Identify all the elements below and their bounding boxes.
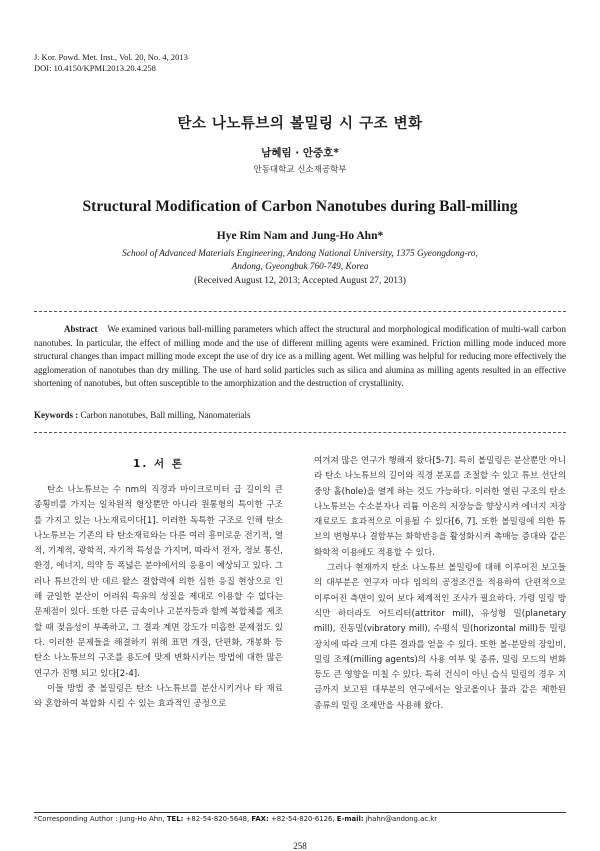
paragraph-2-start: 이들 방법 중 볼밀링은 탄소 나노튜브를 분산시키거나 타 재료와 혼합하여 복합화 시킬 수 있는 효과적인 공정으로 — [34, 683, 283, 710]
footnote-fax-label: FAX: — [251, 815, 269, 823]
paragraph-1: 탄소 나노튜브는 수 nm의 직경과 마이크로미터 급 길이의 큰 종횡비를 가지는 일차원적 형상뿐만 아니라 원통형의 특이한 구조를 가지고 있는 나노재료이다[1]. 이러한 독특한 구조로 인해 탄소 나노튜브는 기존의 타 탄소재료와는 다른 여러 흥미로운 전기적, 열적, 기계적, 광학적, 자기적 특성을 가지며, 따라서 전자, 정보 통신, 환경, 에너지, 의약 등 폭넓은 분야에서의 응용이 예상되고 있다. 그러나 튜브간의 반 데르 왈스 결합력에 의한 심한 응집 현상으로 인해 균일한 분산이 어려워 특유의 성질을 제대로 이용할 수 없다는 문제점이 있다. 또한 다른 금속이나 고분자등과 함께 복합체를 제조할 때 젖음성이 부족하고, 그 결과 계면 강도가 미흡한 문제점도 있다. 이러한 문제들을 해결하기 위해 표면 개질, 단편화, 개봉화 등 탄소 나노튜브의 구조를 용도에 맞게 변화시키는 방법에 대한 많은 연구가 진행 되고 있다[2-4]. — [34, 485, 283, 679]
affiliation-line-1: School of Advanced Materials Engineering, Andong National University, 1375 Gyeongdong-ro, — [122, 249, 478, 259]
footnote-prefix: *Corresponding Author : Jung-Ho Ahn, — [34, 815, 167, 823]
footnote-tel: +82-54-820-5648, — [183, 815, 252, 823]
divider-bottom — [34, 432, 566, 433]
journal-header — [34, 52, 188, 74]
korean-authors: 남혜림 · 안중호* — [261, 147, 339, 159]
abstract-block — [34, 323, 566, 391]
paragraph-3: 그러나 현재까지 탄소 나노튜브 볼밀링에 대해 이루어진 보고들의 대부분은 연구자 마다 임의의 공정조건을 적용하여 단편적으로 이루어진 측면이 있어 보다 체계적인 조사가 필요하다. 가령 밀링 방식만 하더라도 어트리터(attritor mill), 유성형 밀(planetary mill), 진동밀(vibratory mill), 수평식 밀(horizontal mill)등 밀링 장치에 따라 크게 다른 결과를 얻을 수 있다. 또한 볼-분말의 장입비, 밀링 조제(milling agents)의 사용 여부 및 종류, 밀링 모드의 변화 등도 큰 영향을 미칠 수 있다. 특히 건식이 아닌 습식 밀링의 경우 지금까지 보고된 대부분의 연구에서는 알코올이나 물과 같은 제한된 종류의 밀링 조제만을 사용해 왔다. — [314, 563, 566, 711]
journal-doi: DOI: 10.4150/KPMI.2013.20.4.258 — [34, 63, 156, 73]
section-heading: 1. 서 론 — [133, 458, 184, 470]
journal-citation: J. Kor. Powd. Met. Inst., Vol. 20, No. 4, 2013 — [34, 52, 188, 62]
keywords-text: Carbon nanotubes, Ball milling, Nanomaterials — [80, 410, 251, 420]
abstract-text: We examined various ball-milling parameters which affect the structural and morphological modification of multi-wall carbon nanotubes. In particular, the effect of milling mode and the use of different milling agents were examined. Friction milling mode induced more structural changes than impact milling mode except the use of dry ice as a milling agent. Wet milling was helpful for reducing more effectively the agglomeration of nanotubes than dry milling. The use of hard solid particles such as silica and alumina as milling agents resulted in an effective shortening of nanotubes, but often susceptible to the amorphization and the destruction of crystallinity. — [34, 324, 567, 388]
korean-title: 탄소 나노튜브의 볼밀링 시 구조 변화 — [177, 116, 423, 132]
right-column — [314, 454, 566, 714]
footnote-email: jhahn@andong.ac.kr — [363, 815, 438, 823]
english-title: Structural Modification of Carbon Nanotubes during Ball-milling — [82, 198, 518, 215]
korean-affiliation: 안동대학교 신소재공학부 — [253, 165, 347, 175]
footnote-rule — [34, 812, 566, 813]
footnote-fax: +82-54-820-6126, — [268, 815, 337, 823]
footnote — [34, 815, 566, 823]
english-authors: Hye Rim Nam and Jung-Ho Ahn* — [216, 230, 384, 242]
affiliation-line-2: Andong, Gyeongbuk 760-749, Korea — [231, 262, 369, 272]
paragraph-2-end: 여겨져 많은 연구가 행해져 왔다[5-7]. 특히 볼밀링은 분산뿐만 아니라 탄소 나노튜브의 길이와 직경 분포를 조절할 수 있고 튜브 선단의 중앙 홀(hole)을 열게 하는 것도 가능하다. 이러한 열린 구조의 탄소 나노튜브는 수소분자나 리튬 이온의 저장능을 향상시켜 에너지 저장재료로도 효과적으로 이용될 수 있다[6, 7]. 또한 볼밀링에 의한 튜브의 변형부나 결함부는 화학반응을 활성화시켜 촉매능 증대와 같은 화학적 이용에도 적용할 수 있다. — [314, 456, 566, 558]
footnote-tel-label: TEL: — [166, 815, 184, 823]
footnote-email-label: E-mail: — [336, 815, 364, 823]
english-affiliation — [0, 248, 600, 274]
keywords-block — [34, 410, 566, 420]
keywords-label: Keywords : — [34, 410, 79, 420]
left-column — [34, 483, 283, 712]
divider-top — [34, 311, 566, 312]
page-number: 258 — [293, 841, 307, 851]
received-dates: (Received August 12, 2013; Accepted August 27, 2013) — [194, 276, 406, 286]
abstract-label: Abstract — [64, 324, 98, 334]
